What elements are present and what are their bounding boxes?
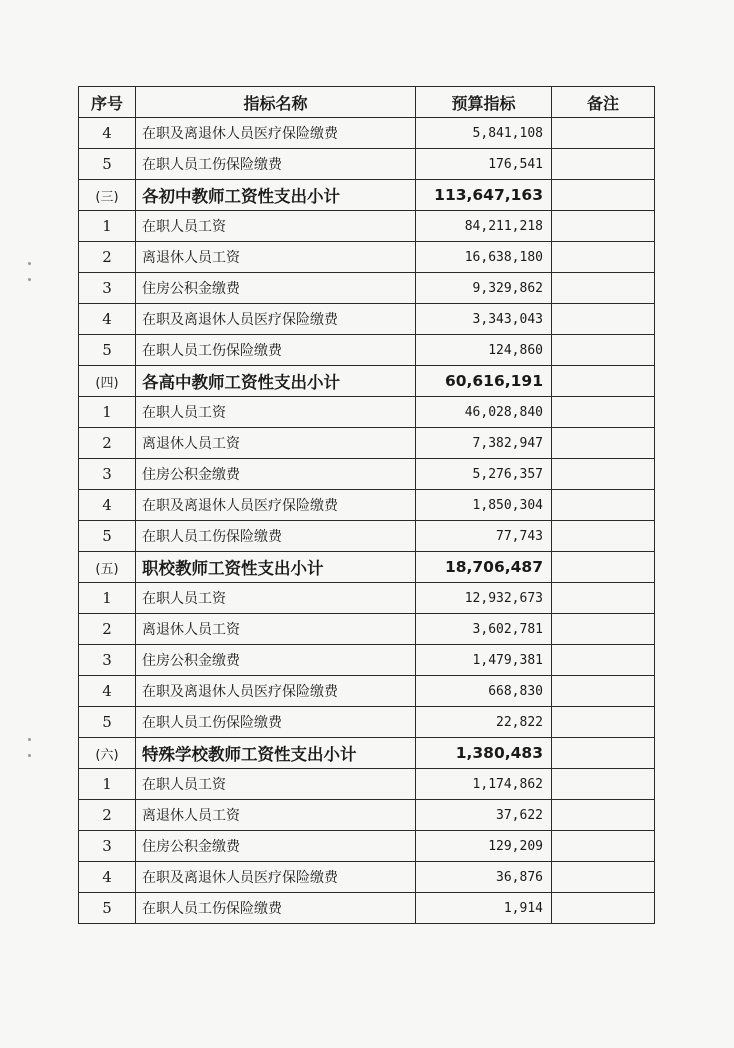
row-amount: 129,209 xyxy=(416,831,552,862)
table-row xyxy=(79,769,655,800)
row-seq: (六) xyxy=(79,738,136,769)
row-name: 在职人员工伤保险缴费 xyxy=(136,149,416,180)
row-seq: 3 xyxy=(79,273,136,304)
row-amount: 36,876 xyxy=(416,862,552,893)
table-row xyxy=(79,645,655,676)
row-name: 在职及离退休人员医疗保险缴费 xyxy=(136,304,416,335)
row-seq: 2 xyxy=(79,428,136,459)
table-row xyxy=(79,831,655,862)
row-name: 特殊学校教师工资性支出小计 xyxy=(136,738,416,769)
row-amount: 5,276,357 xyxy=(416,459,552,490)
row-note xyxy=(552,738,655,769)
header-note: 备注 xyxy=(552,87,655,118)
budget-table xyxy=(78,86,655,924)
table-row xyxy=(79,583,655,614)
row-name: 在职人员工伤保险缴费 xyxy=(136,707,416,738)
row-name: 在职及离退休人员医疗保险缴费 xyxy=(136,862,416,893)
table-header-row xyxy=(79,87,655,118)
row-amount: 124,860 xyxy=(416,335,552,366)
row-name: 在职人员工资 xyxy=(136,397,416,428)
row-amount: 3,343,043 xyxy=(416,304,552,335)
row-name: 在职人员工伤保险缴费 xyxy=(136,893,416,924)
table-row xyxy=(79,800,655,831)
row-amount: 16,638,180 xyxy=(416,242,552,273)
table-row xyxy=(79,335,655,366)
row-amount: 7,382,947 xyxy=(416,428,552,459)
row-seq: 1 xyxy=(79,397,136,428)
row-amount: 77,743 xyxy=(416,521,552,552)
header-amount: 预算指标 xyxy=(416,87,552,118)
row-amount: 5,841,108 xyxy=(416,118,552,149)
row-name: 离退休人员工资 xyxy=(136,428,416,459)
table-row xyxy=(79,459,655,490)
table-row xyxy=(79,242,655,273)
subtotal-row xyxy=(79,366,655,397)
row-note xyxy=(552,180,655,211)
row-amount: 22,822 xyxy=(416,707,552,738)
table-row xyxy=(79,211,655,242)
row-amount: 18,706,487 xyxy=(416,552,552,583)
row-seq: 1 xyxy=(79,583,136,614)
row-seq: 4 xyxy=(79,490,136,521)
row-seq: 3 xyxy=(79,459,136,490)
row-seq: 4 xyxy=(79,304,136,335)
row-note xyxy=(552,242,655,273)
row-note xyxy=(552,118,655,149)
row-amount: 1,850,304 xyxy=(416,490,552,521)
row-note xyxy=(552,521,655,552)
row-seq: 2 xyxy=(79,242,136,273)
table-body xyxy=(79,118,655,924)
row-seq: (四) xyxy=(79,366,136,397)
subtotal-row xyxy=(79,180,655,211)
row-note xyxy=(552,335,655,366)
row-name: 在职及离退休人员医疗保险缴费 xyxy=(136,676,416,707)
row-note xyxy=(552,149,655,180)
header-name: 指标名称 xyxy=(136,87,416,118)
row-note xyxy=(552,459,655,490)
row-name: 在职人员工资 xyxy=(136,211,416,242)
row-amount: 176,541 xyxy=(416,149,552,180)
row-seq: 3 xyxy=(79,831,136,862)
punch-hole-mark xyxy=(28,754,31,757)
row-seq: 3 xyxy=(79,645,136,676)
table-row xyxy=(79,149,655,180)
row-seq: 2 xyxy=(79,614,136,645)
row-seq: 4 xyxy=(79,862,136,893)
row-name: 在职人员工伤保险缴费 xyxy=(136,521,416,552)
row-amount: 84,211,218 xyxy=(416,211,552,242)
row-name: 住房公积金缴费 xyxy=(136,459,416,490)
table-row xyxy=(79,273,655,304)
table-row xyxy=(79,676,655,707)
row-seq: 4 xyxy=(79,118,136,149)
row-name: 离退休人员工资 xyxy=(136,242,416,273)
row-note xyxy=(552,676,655,707)
subtotal-row xyxy=(79,738,655,769)
row-amount: 37,622 xyxy=(416,800,552,831)
row-note xyxy=(552,707,655,738)
row-note xyxy=(552,428,655,459)
row-note xyxy=(552,831,655,862)
row-note xyxy=(552,862,655,893)
row-note xyxy=(552,490,655,521)
row-name: 住房公积金缴费 xyxy=(136,273,416,304)
table-row xyxy=(79,118,655,149)
row-amount: 1,914 xyxy=(416,893,552,924)
row-name: 在职及离退休人员医疗保险缴费 xyxy=(136,490,416,521)
row-name: 各初中教师工资性支出小计 xyxy=(136,180,416,211)
punch-hole-mark xyxy=(28,278,31,281)
row-seq: (三) xyxy=(79,180,136,211)
table-row xyxy=(79,490,655,521)
row-amount: 60,616,191 xyxy=(416,366,552,397)
row-seq: 4 xyxy=(79,676,136,707)
row-name: 在职人员工资 xyxy=(136,769,416,800)
table-row xyxy=(79,521,655,552)
row-seq: 1 xyxy=(79,211,136,242)
row-note xyxy=(552,552,655,583)
row-note xyxy=(552,769,655,800)
row-amount: 1,380,483 xyxy=(416,738,552,769)
row-name: 离退休人员工资 xyxy=(136,800,416,831)
punch-hole-mark xyxy=(28,262,31,265)
row-name: 在职及离退休人员医疗保险缴费 xyxy=(136,118,416,149)
row-name: 住房公积金缴费 xyxy=(136,645,416,676)
row-seq: 2 xyxy=(79,800,136,831)
row-name: 职校教师工资性支出小计 xyxy=(136,552,416,583)
row-amount: 46,028,840 xyxy=(416,397,552,428)
table-row xyxy=(79,707,655,738)
row-note xyxy=(552,614,655,645)
header-seq: 序号 xyxy=(79,87,136,118)
row-name: 离退休人员工资 xyxy=(136,614,416,645)
row-amount: 113,647,163 xyxy=(416,180,552,211)
row-note xyxy=(552,273,655,304)
row-name: 各高中教师工资性支出小计 xyxy=(136,366,416,397)
row-seq: 5 xyxy=(79,521,136,552)
table-row xyxy=(79,862,655,893)
row-amount: 1,174,862 xyxy=(416,769,552,800)
row-name: 住房公积金缴费 xyxy=(136,831,416,862)
table-row xyxy=(79,893,655,924)
row-seq: 1 xyxy=(79,769,136,800)
table-row xyxy=(79,304,655,335)
row-note xyxy=(552,583,655,614)
row-seq: 5 xyxy=(79,707,136,738)
row-seq: (五) xyxy=(79,552,136,583)
row-name: 在职人员工资 xyxy=(136,583,416,614)
row-note xyxy=(552,645,655,676)
row-amount: 12,932,673 xyxy=(416,583,552,614)
row-amount: 668,830 xyxy=(416,676,552,707)
row-seq: 5 xyxy=(79,335,136,366)
row-seq: 5 xyxy=(79,149,136,180)
row-amount: 9,329,862 xyxy=(416,273,552,304)
row-amount: 3,602,781 xyxy=(416,614,552,645)
row-note xyxy=(552,304,655,335)
table-row xyxy=(79,397,655,428)
row-note xyxy=(552,800,655,831)
row-note xyxy=(552,397,655,428)
row-name: 在职人员工伤保险缴费 xyxy=(136,335,416,366)
punch-hole-mark xyxy=(28,738,31,741)
row-note xyxy=(552,366,655,397)
row-note xyxy=(552,893,655,924)
row-note xyxy=(552,211,655,242)
row-amount: 1,479,381 xyxy=(416,645,552,676)
row-seq: 5 xyxy=(79,893,136,924)
subtotal-row xyxy=(79,552,655,583)
table-row xyxy=(79,428,655,459)
table-row xyxy=(79,614,655,645)
